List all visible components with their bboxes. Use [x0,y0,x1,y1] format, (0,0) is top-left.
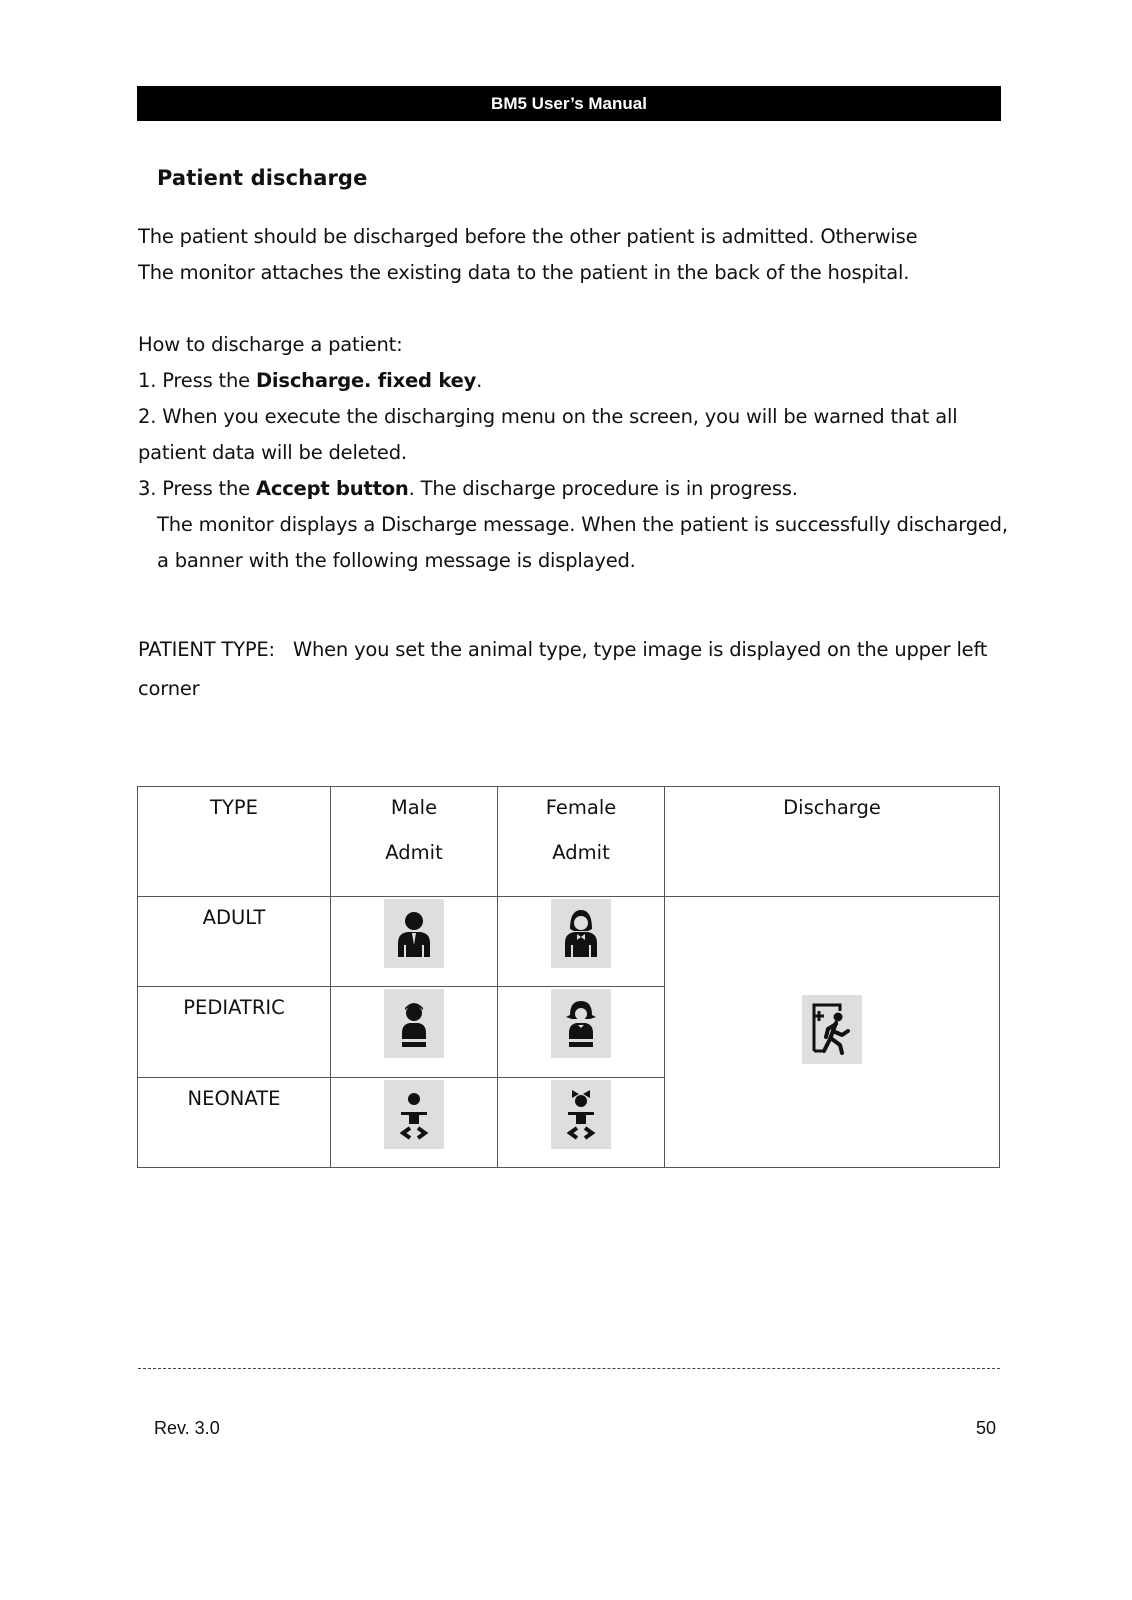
manual-title: BM5 User’s Manual [491,94,647,113]
pediatric-male-icon [384,989,444,1058]
patient-type-line-2: corner [138,677,200,700]
pediatric-female-icon [551,989,611,1058]
step-1-key: Discharge. fixed key [255,369,477,392]
cell-neonate-female [498,1077,665,1168]
row-neonate [138,1077,331,1168]
intro-line-2: The monitor attaches the existing data to the patient in the back of the hospital. [138,261,910,284]
header-discharge-label: Discharge [783,796,881,819]
manual-header-bar [137,86,1001,121]
step-2-line-2: patient data will be deleted. [138,441,407,464]
step-3 [138,477,798,500]
header-type-label: TYPE [210,796,258,819]
header-female-admit: Admit [552,841,610,864]
footer-revision: Rev. 3.0 [154,1418,220,1438]
row-adult-label: ADULT [202,905,266,929]
cell-neonate-male [331,1077,498,1168]
step-1 [138,369,482,392]
patient-type-table [137,786,1000,1168]
step-3-line-2: The monitor displays a Discharge message. When the patient is successfully discharged, [157,513,1008,536]
footer-divider [138,1368,1000,1369]
step-1-suffix: . [476,369,483,392]
step-3-button: Accept button [255,477,409,500]
header-male [331,787,498,897]
adult-female-icon [551,899,611,968]
header-discharge [665,787,1000,897]
footer-page-number: 50 [976,1418,997,1438]
cell-adult-male [331,896,498,986]
step-1-prefix: 1. Press the [138,369,256,392]
step-3-prefix: 3. Press the [138,477,256,500]
discharge-exit-icon [802,995,862,1064]
header-type [138,787,331,897]
row-pediatric [138,987,331,1077]
header-female [498,787,665,897]
neonate-female-icon [551,1080,611,1149]
row-neonate-label: NEONATE [187,1086,281,1110]
adult-male-icon [384,899,444,968]
cell-discharge [665,896,1000,1167]
header-male-admit: Admit [385,841,443,864]
cell-pediatric-female [498,987,665,1077]
step-2-line-1: 2. When you execute the discharging menu on the screen, you will be warned that all [138,405,958,428]
header-male-label: Male [390,796,438,819]
header-female-label: Female [545,796,617,819]
patient-type-line-1: PATIENT TYPE: When you set the animal type, type image is displayed on the upper left [138,638,988,661]
row-pediatric-label: PEDIATRIC [183,996,285,1020]
cell-pediatric-male [331,987,498,1077]
row-adult [138,896,331,986]
intro-line-1: The patient should be discharged before the other patient is admitted. Otherwise [138,225,918,248]
step-3-suffix: . The discharge procedure is in progress. [408,477,798,500]
howto-title: How to discharge a patient: [138,333,403,356]
neonate-male-icon [384,1080,444,1149]
step-3-line-3: a banner with the following message is displayed. [157,549,636,572]
cell-adult-female [498,896,665,986]
section-title: Patient discharge [157,166,368,190]
